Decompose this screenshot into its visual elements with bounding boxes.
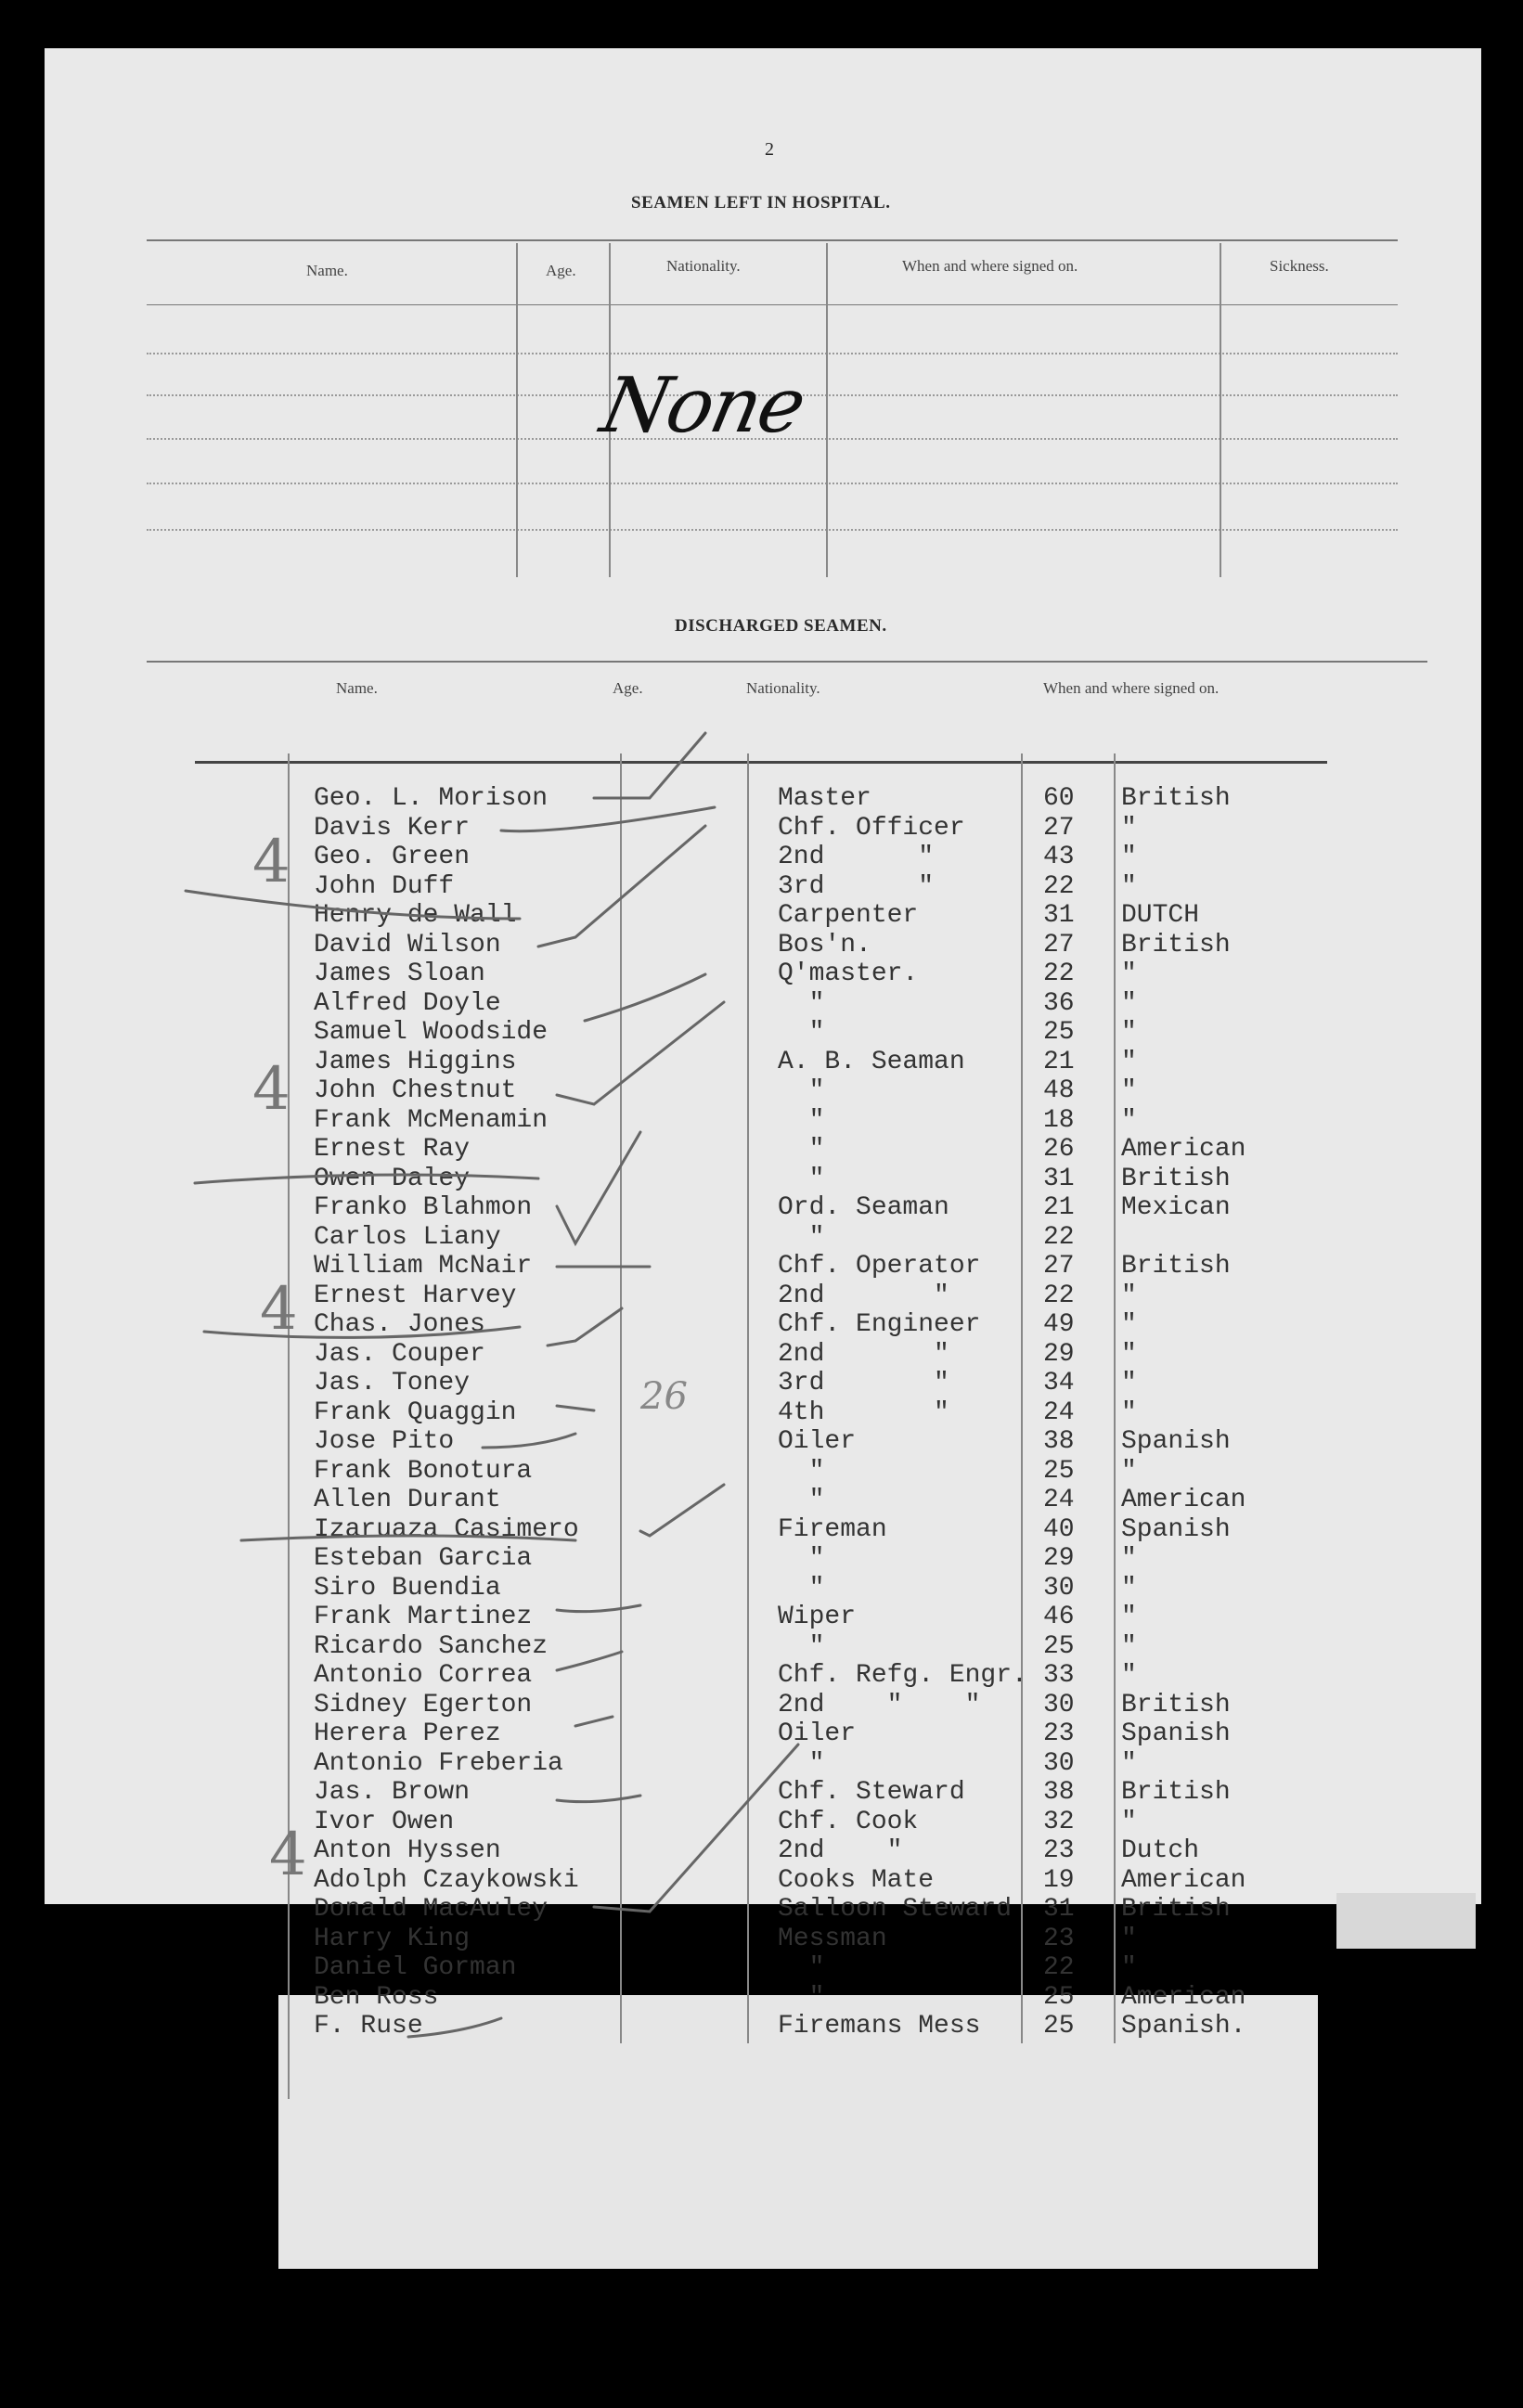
- crew-age: 31: [1043, 901, 1075, 930]
- crew-rank: ": [778, 1486, 825, 1514]
- crew-row: [0, 1398, 1523, 1427]
- crew-rank: ": [778, 1749, 825, 1778]
- crew-age: 34: [1043, 1369, 1075, 1397]
- crew-age: 23: [1043, 1925, 1075, 1953]
- crew-row: [0, 784, 1523, 813]
- crew-row: [0, 1749, 1523, 1778]
- crew-row: [0, 1193, 1523, 1222]
- crew-row: [0, 959, 1523, 988]
- crew-rank: Chf. Officer: [778, 814, 965, 843]
- crew-nationality: ": [1121, 1925, 1137, 1953]
- discharged-header-signed-on: When and where signed on.: [1043, 679, 1220, 697]
- crew-age: 18: [1043, 1106, 1075, 1135]
- crew-nationality: DUTCH: [1121, 901, 1200, 930]
- crew-nationality: British: [1121, 1691, 1231, 1719]
- crew-nationality: ": [1121, 1018, 1137, 1047]
- crew-nationality: ": [1121, 1953, 1137, 1982]
- crew-name: Alfred Doyle: [314, 989, 501, 1018]
- crew-age: 19: [1043, 1866, 1075, 1895]
- crew-row: [0, 1895, 1523, 1924]
- crew-nationality: ": [1121, 1281, 1137, 1310]
- hospital-col-divider: [826, 243, 828, 577]
- crew-name: Jas. Couper: [314, 1340, 485, 1369]
- hospital-header-sickness: Sickness.: [1270, 257, 1329, 275]
- crew-nationality: Spanish: [1121, 1515, 1231, 1544]
- crew-name: Franko Blahmon: [314, 1193, 533, 1222]
- crew-nationality: American: [1121, 1866, 1246, 1895]
- crew-name: Frank Martinez: [314, 1603, 533, 1631]
- crew-nationality: ": [1121, 872, 1137, 901]
- crew-age: 27: [1043, 814, 1075, 843]
- crew-row: [0, 1018, 1523, 1047]
- crew-nationality: Spanish: [1121, 1427, 1231, 1456]
- crew-row: [0, 1076, 1523, 1105]
- crew-row: [0, 1281, 1523, 1310]
- crew-age: 29: [1043, 1544, 1075, 1573]
- crew-name: Ernest Ray: [314, 1135, 471, 1164]
- crew-age: 25: [1043, 1018, 1075, 1047]
- crew-age: 24: [1043, 1486, 1075, 1514]
- pencil-margin-number: 4: [252, 1055, 290, 1124]
- crew-rank: Fireman: [778, 1515, 887, 1544]
- crew-age: 23: [1043, 1719, 1075, 1748]
- crew-row: [0, 1925, 1523, 1953]
- crew-age: 25: [1043, 2012, 1075, 2041]
- crew-name: John Duff: [314, 872, 455, 901]
- pencil-margin-number: 4: [260, 1275, 298, 1344]
- crew-rank: ": [778, 1457, 825, 1486]
- crew-nationality: ": [1121, 1340, 1137, 1369]
- crew-rank: 2nd ": [778, 1340, 949, 1369]
- crew-name: Harry King: [314, 1925, 471, 1953]
- crew-rank: 3rd ": [778, 872, 935, 901]
- crew-age: 27: [1043, 931, 1075, 959]
- crew-row: [0, 931, 1523, 959]
- crew-rank: Chf. Steward: [778, 1778, 965, 1807]
- crew-row: [0, 872, 1523, 901]
- crew-row: [0, 1340, 1523, 1369]
- crew-nationality: British: [1121, 784, 1231, 813]
- crew-name: Allen Durant: [314, 1486, 501, 1514]
- crew-name: Donald MacAuley: [314, 1895, 549, 1924]
- crew-name: Samuel Woodside: [314, 1018, 549, 1047]
- crew-rank: Chf. Refg. Engr.: [778, 1661, 1027, 1690]
- crew-name: Henry de Wall: [314, 901, 517, 930]
- crew-row: [0, 1427, 1523, 1456]
- crew-rank: ": [778, 1018, 825, 1047]
- crew-age: 60: [1043, 784, 1075, 813]
- crew-nationality: ": [1121, 1076, 1137, 1105]
- crew-nationality: ": [1121, 1398, 1137, 1427]
- crew-age: 25: [1043, 1457, 1075, 1486]
- crew-age: 24: [1043, 1398, 1075, 1427]
- crew-name: F. Ruse: [314, 2012, 423, 2041]
- crew-name: Izaruaza Casimero: [314, 1515, 579, 1544]
- crew-row: [0, 1223, 1523, 1252]
- crew-age: 31: [1043, 1895, 1075, 1924]
- crew-rank: Chf. Engineer: [778, 1310, 981, 1339]
- crew-name: Owen Daley: [314, 1165, 471, 1193]
- hospital-section-title: SEAMEN LEFT IN HOSPITAL.: [631, 193, 891, 212]
- crew-row: [0, 1778, 1523, 1807]
- crew-name: Jose Pito: [314, 1427, 455, 1456]
- crew-row: [0, 1603, 1523, 1631]
- crew-name: Geo. Green: [314, 843, 471, 871]
- crew-rank: Master: [778, 784, 871, 813]
- crew-rank: 4th ": [778, 1398, 949, 1427]
- crew-row: [0, 1632, 1523, 1661]
- crew-name: Siro Buendia: [314, 1574, 501, 1603]
- crew-name: Antonio Freberia: [314, 1749, 563, 1778]
- crew-nationality: British: [1121, 1165, 1231, 1193]
- crew-age: 25: [1043, 1632, 1075, 1661]
- hospital-top-rule: [147, 239, 1398, 241]
- crew-age: 36: [1043, 989, 1075, 1018]
- discharged-top-rule: [147, 661, 1427, 663]
- crew-rank: 3rd ": [778, 1369, 949, 1397]
- crew-row: [0, 1106, 1523, 1135]
- crew-nationality: American: [1121, 1983, 1246, 2012]
- crew-age: 21: [1043, 1048, 1075, 1076]
- crew-name: Geo. L. Morison: [314, 784, 549, 813]
- crew-rank: 2nd ": [778, 843, 935, 871]
- crew-name: Adolph Czaykowski: [314, 1866, 579, 1895]
- crew-row: [0, 1719, 1523, 1748]
- crew-rank: 2nd ": [778, 1836, 903, 1865]
- crew-nationality: British: [1121, 1895, 1231, 1924]
- crew-name: James Higgins: [314, 1048, 517, 1076]
- crew-nationality: ": [1121, 989, 1137, 1018]
- crew-rank: Chf. Operator: [778, 1252, 981, 1281]
- crew-row: [0, 1953, 1523, 1982]
- crew-age: 26: [1043, 1135, 1075, 1164]
- crew-name: Anton Hyssen: [314, 1836, 501, 1865]
- crew-row: [0, 1544, 1523, 1573]
- crew-nationality: ": [1121, 1661, 1137, 1690]
- crew-name: Jas. Toney: [314, 1369, 471, 1397]
- crew-rank: Salloon Steward: [778, 1895, 1013, 1924]
- pencil-age-note: 26: [640, 1375, 688, 1418]
- crew-row: [0, 1369, 1523, 1397]
- hospital-dotted-line: [147, 529, 1398, 531]
- crew-age: 43: [1043, 843, 1075, 871]
- crew-name: Ivor Owen: [314, 1808, 455, 1836]
- crew-nationality: ": [1121, 1369, 1137, 1397]
- crew-nationality: British: [1121, 931, 1231, 959]
- crew-age: 48: [1043, 1076, 1075, 1105]
- crew-rank: ": [778, 1983, 825, 2012]
- crew-age: 30: [1043, 1691, 1075, 1719]
- hospital-header-age: Age.: [546, 262, 576, 279]
- crew-age: 22: [1043, 1281, 1075, 1310]
- handwritten-none: None: [593, 362, 812, 450]
- crew-nationality: ": [1121, 1048, 1137, 1076]
- crew-name: William McNair: [314, 1252, 533, 1281]
- discharged-header-nationality: Nationality.: [746, 679, 820, 697]
- crew-age: 21: [1043, 1193, 1075, 1222]
- crew-nationality: American: [1121, 1135, 1246, 1164]
- crew-age: 33: [1043, 1661, 1075, 1690]
- pencil-margin-number: 4: [252, 828, 290, 896]
- crew-age: 38: [1043, 1778, 1075, 1807]
- crew-name: Frank Bonotura: [314, 1457, 533, 1486]
- crew-nationality: Spanish.: [1121, 2012, 1246, 2041]
- discharged-header-name: Name.: [336, 679, 378, 697]
- crew-row: [0, 1515, 1523, 1544]
- crew-rank: Bos'n.: [778, 931, 871, 959]
- hospital-header-name: Name.: [306, 262, 348, 279]
- crew-row: [0, 1457, 1523, 1486]
- crew-age: 27: [1043, 1252, 1075, 1281]
- crew-rank: Cooks Mate: [778, 1866, 935, 1895]
- crew-age: 22: [1043, 959, 1075, 988]
- crew-name: Sidney Egerton: [314, 1691, 533, 1719]
- hospital-header-signed-on: When and where signed on.: [902, 257, 1078, 275]
- crew-name: David Wilson: [314, 931, 501, 959]
- crew-nationality: ": [1121, 1632, 1137, 1661]
- crew-name: Esteban Garcia: [314, 1544, 533, 1573]
- crew-row: [0, 1574, 1523, 1603]
- crew-rank: ": [778, 1106, 825, 1135]
- crew-rank: Messman: [778, 1925, 887, 1953]
- crew-age: 32: [1043, 1808, 1075, 1836]
- crew-name: Jas. Brown: [314, 1778, 471, 1807]
- crew-rank: ": [778, 1953, 825, 1982]
- page-number: 2: [765, 139, 774, 160]
- crew-age: 49: [1043, 1310, 1075, 1339]
- crew-nationality: ": [1121, 1574, 1137, 1603]
- crew-name: Ben Ross: [314, 1983, 439, 2012]
- crew-nationality: ": [1121, 1457, 1137, 1486]
- crew-age: 40: [1043, 1515, 1075, 1544]
- crew-name: Ricardo Sanchez: [314, 1632, 549, 1661]
- crew-rank: 2nd " ": [778, 1691, 981, 1719]
- crew-rank: Oiler: [778, 1719, 857, 1748]
- crew-rank: ": [778, 1223, 825, 1252]
- crew-name: Chas. Jones: [314, 1310, 485, 1339]
- crew-name: Frank McMenamin: [314, 1106, 549, 1135]
- hospital-header-nationality: Nationality.: [666, 257, 741, 275]
- crew-nationality: ": [1121, 814, 1137, 843]
- crew-rank: Ord. Seaman: [778, 1193, 949, 1222]
- crew-nationality: ": [1121, 1310, 1137, 1339]
- hospital-col-divider: [1220, 243, 1221, 577]
- crew-rank: 2nd ": [778, 1281, 949, 1310]
- crew-row: [0, 989, 1523, 1018]
- crew-rank: Oiler: [778, 1427, 857, 1456]
- crew-row: [0, 1691, 1523, 1719]
- hospital-col-divider: [516, 243, 518, 577]
- crew-row: [0, 1661, 1523, 1690]
- hospital-dotted-line: [147, 483, 1398, 484]
- crew-age: 23: [1043, 1836, 1075, 1865]
- hospital-header-rule: [147, 304, 1398, 305]
- crew-nationality: ": [1121, 843, 1137, 871]
- crew-nationality: Spanish: [1121, 1719, 1231, 1748]
- crew-age: 29: [1043, 1340, 1075, 1369]
- crew-name: Ernest Harvey: [314, 1281, 517, 1310]
- crew-nationality: ": [1121, 959, 1137, 988]
- crew-row: [0, 1310, 1523, 1339]
- crew-rank: Wiper: [778, 1603, 857, 1631]
- crew-nationality: Mexican: [1121, 1193, 1231, 1222]
- crew-row: [0, 1048, 1523, 1076]
- crew-rank: Carpenter: [778, 901, 919, 930]
- crew-rank: ": [778, 1076, 825, 1105]
- crew-row: [0, 843, 1523, 871]
- crew-name: Herera Perez: [314, 1719, 501, 1748]
- crew-age: 25: [1043, 1983, 1075, 2012]
- crew-age: 22: [1043, 1223, 1075, 1252]
- crew-rank: ": [778, 1574, 825, 1603]
- crew-name: James Sloan: [314, 959, 485, 988]
- crew-age: 31: [1043, 1165, 1075, 1193]
- crew-age: 30: [1043, 1749, 1075, 1778]
- crew-row: [0, 1135, 1523, 1164]
- crew-nationality: British: [1121, 1252, 1231, 1281]
- crew-name: Frank Quaggin: [314, 1398, 517, 1427]
- crew-nationality: ": [1121, 1544, 1137, 1573]
- crew-row: [0, 814, 1523, 843]
- crew-rank: ": [778, 1544, 825, 1573]
- crew-age: 46: [1043, 1603, 1075, 1631]
- crew-rank: ": [778, 989, 825, 1018]
- crew-name: Carlos Liany: [314, 1223, 501, 1252]
- crew-nationality: ": [1121, 1808, 1137, 1836]
- crew-rank: Chf. Cook: [778, 1808, 919, 1836]
- crew-age: 38: [1043, 1427, 1075, 1456]
- crew-row: [0, 901, 1523, 930]
- crew-row: [0, 1808, 1523, 1836]
- crew-rank: Firemans Mess: [778, 2012, 981, 2041]
- crew-age: 22: [1043, 1953, 1075, 1982]
- crew-row: [0, 1836, 1523, 1865]
- pencil-margin-number: 4: [269, 1821, 307, 1889]
- crew-name: Antonio Correa: [314, 1661, 533, 1690]
- crew-nationality: British: [1121, 1778, 1231, 1807]
- crew-rank: ": [778, 1632, 825, 1661]
- crew-rank: A. B. Seaman: [778, 1048, 965, 1076]
- crew-nationality: American: [1121, 1486, 1246, 1514]
- discharged-header-rule: [195, 761, 1327, 764]
- crew-rank: ": [778, 1135, 825, 1164]
- crew-row: [0, 1165, 1523, 1193]
- crew-nationality: ": [1121, 1749, 1137, 1778]
- crew-age: 30: [1043, 1574, 1075, 1603]
- crew-name: Davis Kerr: [314, 814, 471, 843]
- crew-rank: Q'master.: [778, 959, 919, 988]
- discharged-section-title: DISCHARGED SEAMEN.: [675, 616, 887, 636]
- crew-nationality: ": [1121, 1603, 1137, 1631]
- crew-age: 22: [1043, 872, 1075, 901]
- crew-row: [0, 2012, 1523, 2041]
- crew-nationality: ": [1121, 1106, 1137, 1135]
- crew-row: [0, 1252, 1523, 1281]
- crew-row: [0, 1983, 1523, 2012]
- crew-nationality: Dutch: [1121, 1836, 1200, 1865]
- crew-name: John Chestnut: [314, 1076, 517, 1105]
- crew-row: [0, 1486, 1523, 1514]
- hospital-dotted-line: [147, 353, 1398, 354]
- crew-name: Daniel Gorman: [314, 1953, 517, 1982]
- discharged-header-age: Age.: [613, 679, 643, 697]
- crew-rank: ": [778, 1165, 825, 1193]
- crew-row: [0, 1866, 1523, 1895]
